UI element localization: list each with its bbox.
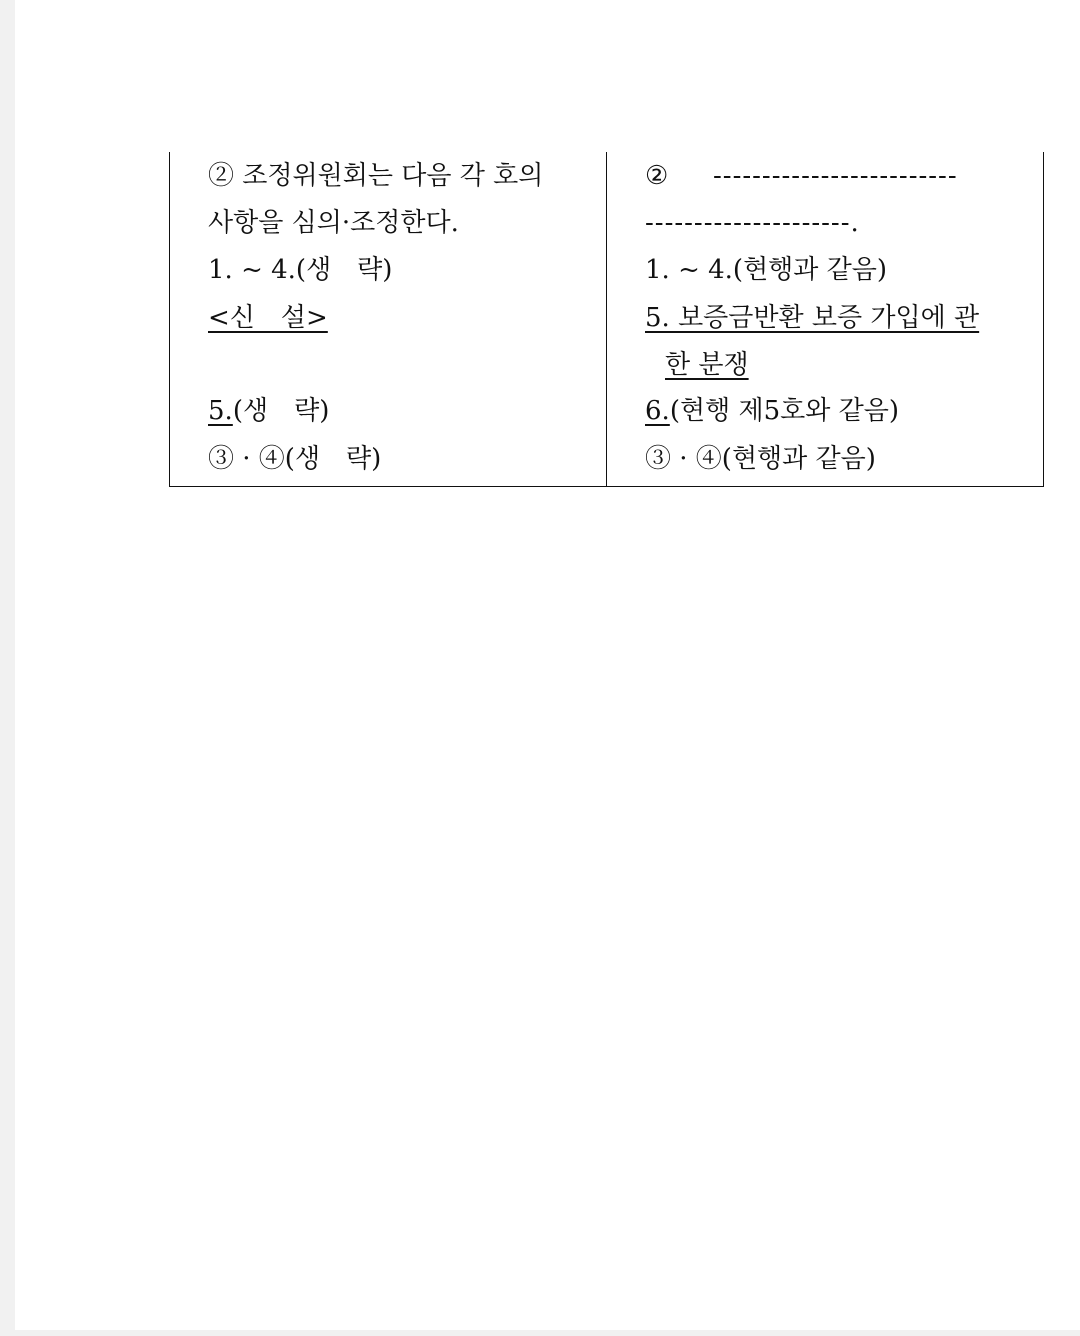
right-item5-line2: 한 분쟁 bbox=[665, 350, 749, 380]
current-law-cell bbox=[208, 152, 596, 486]
right-para3-4: ③ · ④(현행과 같음) bbox=[645, 444, 876, 474]
right-item6 bbox=[645, 395, 899, 427]
left-item5-number: 5. bbox=[208, 396, 233, 426]
left-item5 bbox=[208, 395, 329, 427]
amendment-cell bbox=[645, 152, 1035, 486]
right-item6-number: 6. bbox=[645, 396, 670, 426]
left-new-item-marker: <신 설> bbox=[208, 303, 328, 333]
right-item5-line1: 5. 보증금반환 보증 가입에 관 bbox=[645, 303, 980, 333]
right-item6-text: (현행 제5호와 같음) bbox=[669, 396, 899, 426]
left-para2-line2: 사항을 심의·조정한다. bbox=[208, 208, 459, 238]
right-items-1-4: 1. ~ 4.(현행과 같음) bbox=[645, 255, 888, 285]
column-divider bbox=[606, 152, 607, 486]
right-para2-dashes2: ---------------------. bbox=[645, 208, 860, 238]
right-para2-dashes1: ------------------------- bbox=[713, 161, 958, 191]
comparison-table bbox=[169, 152, 1044, 487]
left-items-1-4: 1. ~ 4.(생 략) bbox=[208, 255, 393, 285]
document-page bbox=[15, 0, 1080, 1330]
left-item5-text: (생 략) bbox=[232, 396, 330, 426]
left-para3-4: ③ · ④(생 략) bbox=[208, 444, 382, 474]
right-para2-mark: ② bbox=[645, 161, 669, 191]
right-para2-line1 bbox=[645, 160, 1035, 192]
left-para2-line1: ② 조정위원회는 다음 각 호의 bbox=[208, 161, 544, 191]
